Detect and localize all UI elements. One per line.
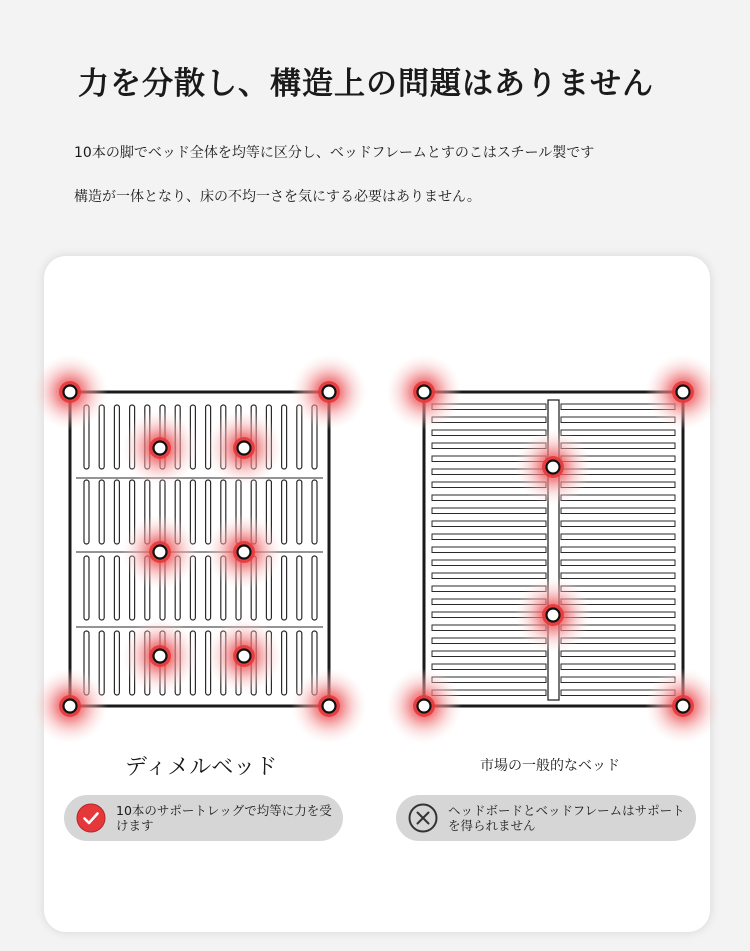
- page-title: 力を分散し、構造上の問題はありません: [78, 66, 654, 102]
- slat: [282, 631, 287, 695]
- slat: [282, 480, 287, 544]
- support-point: [206, 514, 282, 590]
- support-point: [206, 618, 282, 694]
- slat: [282, 405, 287, 469]
- support-point: [206, 410, 282, 486]
- slat: [432, 430, 546, 436]
- slat: [561, 651, 675, 657]
- slat: [432, 560, 546, 566]
- slat: [432, 573, 546, 579]
- dimel-bed-badge-text: 10本のサポートレッグで均等に力を受けます: [116, 803, 332, 833]
- description-line-1: 10本の脚でベッド全体を均等に区分し、ベッドフレームとすのこはスチール製です: [74, 145, 595, 161]
- check-circle-icon: [76, 803, 106, 833]
- support-point: [386, 668, 462, 744]
- support-point: [291, 668, 367, 744]
- slat: [99, 480, 104, 544]
- slat: [282, 556, 287, 620]
- slat: [84, 480, 89, 544]
- slat: [432, 521, 546, 527]
- support-point: [122, 410, 198, 486]
- slat: [114, 405, 119, 469]
- dimel-bed-badge: [64, 795, 343, 841]
- slat: [561, 547, 675, 553]
- slat: [432, 508, 546, 514]
- slat: [114, 631, 119, 695]
- slat: [561, 534, 675, 540]
- support-point: [291, 354, 367, 430]
- slat: [432, 664, 546, 670]
- slat: [432, 547, 546, 553]
- slat: [432, 534, 546, 540]
- slat: [561, 430, 675, 436]
- slat: [99, 556, 104, 620]
- slat: [312, 480, 317, 544]
- description-line-2: 構造が一体となり、床の不均一さを気にする必要はありません。: [74, 189, 481, 205]
- support-point: [645, 354, 721, 430]
- slat: [432, 651, 546, 657]
- slat: [206, 480, 211, 544]
- generic-bed-label: 市場の一般的なベッド: [480, 758, 620, 774]
- support-point: [32, 354, 108, 430]
- dimel-bed-diagram: [70, 392, 329, 706]
- support-point: [515, 429, 591, 505]
- slat: [114, 480, 119, 544]
- slat: [561, 664, 675, 670]
- support-point: [32, 668, 108, 744]
- support-point: [386, 354, 462, 430]
- support-point: [515, 577, 591, 653]
- slat: [561, 560, 675, 566]
- slat: [561, 573, 675, 579]
- slat: [114, 556, 119, 620]
- generic-bed-badge: [396, 795, 696, 841]
- dimel-bed-label: ディメルベッド: [125, 755, 278, 780]
- slat: [297, 480, 302, 544]
- slat: [84, 556, 89, 620]
- generic-bed-badge-text: ヘッドボードとベッドフレームはサポートを得られません: [448, 803, 685, 833]
- slat: [561, 521, 675, 527]
- dimel-bed-frame: [70, 392, 329, 706]
- support-point: [122, 514, 198, 590]
- slat: [312, 556, 317, 620]
- support-point: [122, 618, 198, 694]
- slat: [561, 495, 675, 501]
- support-point: [645, 668, 721, 744]
- slat: [297, 556, 302, 620]
- slat: [561, 508, 675, 514]
- x-circle-icon: [408, 803, 438, 833]
